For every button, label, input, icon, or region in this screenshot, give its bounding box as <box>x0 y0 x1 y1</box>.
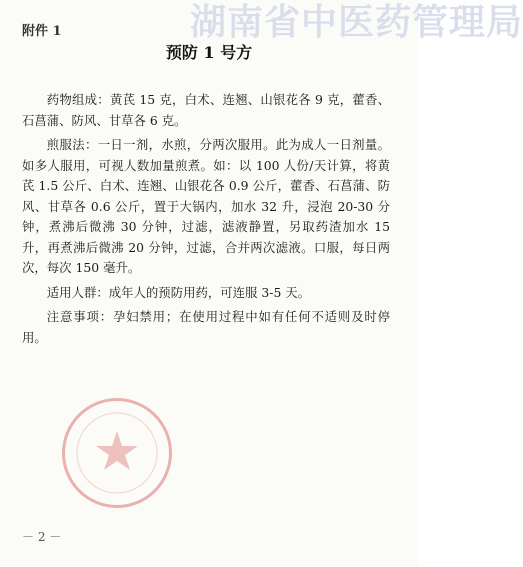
paragraph-target-group: 适用人群：成年人的预防用药，可连服 3-5 天。 <box>46 284 311 300</box>
paragraph-precautions: 注意事项：孕妇禁用；在使用过程中如有任何不适则及时停用。 <box>22 309 390 345</box>
official-seal-icon <box>62 398 172 508</box>
paragraph-composition: 药物组成：黄芪 15 克，白术、连翘、山银花各 9 克，藿香、石菖蒲、防风、甘草各 6 克。 <box>22 92 390 128</box>
attachment-label: 附件 1 <box>22 24 62 39</box>
page-number: － 2 － <box>22 530 62 544</box>
watermark-text: 湖南省中医药管理局 <box>190 1 523 43</box>
document-body <box>22 90 390 352</box>
document-title: 预防 1 号方 <box>165 43 253 62</box>
paragraph-decoction: 煎服法：一日一剂，水煎，分两次服用。此为成人一日剂量。如多人服用，可视人数加量煎煮。如：以 100 人份/天计算，将黄芪 1.5 公斤、白术、连翘、山银花各 0.9 公斤，藿香、石菖蒲、防风、甘草各 0.6 公斤，置于大锅内，加水 32 升，浸泡 20-30 分钟，煮沸后微沸 30 分钟，过滤，滤液静置，另取药渣加水 15 升，再煮沸后微沸 20 分钟，过滤，合并两次滤液。口服，每日两次，每次 150 毫升。 <box>22 137 390 275</box>
